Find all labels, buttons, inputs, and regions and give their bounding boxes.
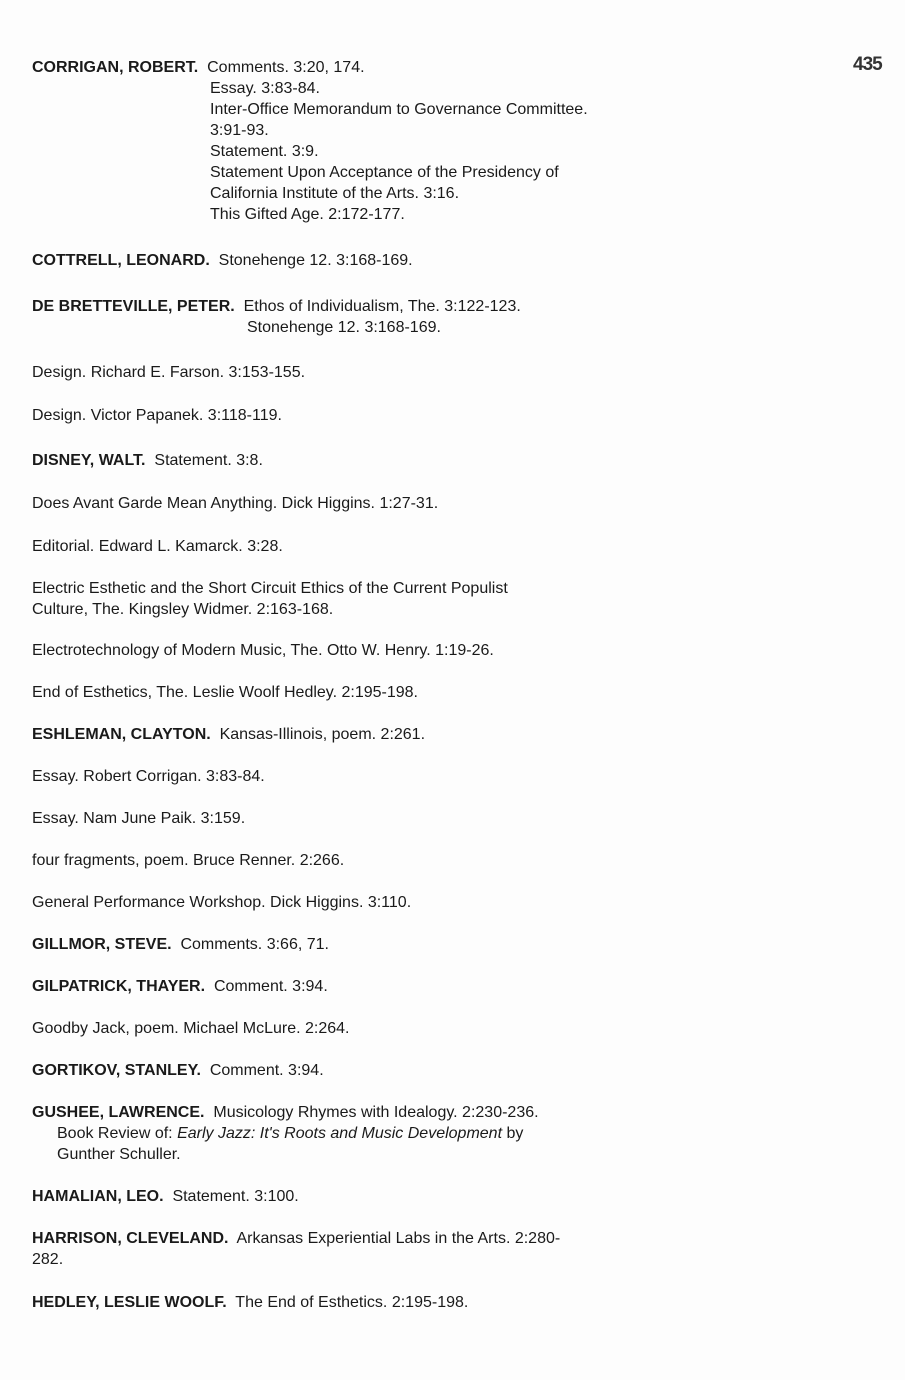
- author-name: GORTIKOV, STANLEY.: [32, 1062, 201, 1079]
- review-title: Early Jazz: It's Roots and Music Development: [177, 1125, 503, 1142]
- index-entry-eshleman: [32, 724, 642, 745]
- author-name: CORRIGAN, ROBERT.: [32, 59, 199, 76]
- index-entry-gortikov: [32, 1060, 642, 1081]
- entry-line: This Gifted Age. 2:172-177.: [210, 206, 405, 223]
- index-entry-corrigan: [32, 57, 642, 225]
- index-entry-hamalian: [32, 1186, 642, 1207]
- author-name: GILPATRICK, THAYER.: [32, 978, 206, 995]
- entry-line: Electric Esthetic and the Short Circuit Ethics of the Current Populist: [32, 580, 508, 597]
- entry-text: Kansas-Illinois, poem. 2:261.: [219, 726, 426, 743]
- index-entry-essay-corrigan: Essay. Robert Corrigan. 3:83-84.: [32, 768, 265, 785]
- index-entry-end-of-esthetics: End of Esthetics, The. Leslie Woolf Hedley. 2:195-198.: [32, 684, 418, 701]
- entry-line: Essay. 3:83-84.: [210, 80, 320, 97]
- index-entry-harrison: [32, 1228, 638, 1270]
- entry-line: Comments. 3:20, 174.: [207, 59, 365, 76]
- index-entry-electric-esthetic: [32, 578, 642, 620]
- index-entry-gushee: [32, 1102, 642, 1165]
- entry-text: Comments. 3:66, 71.: [180, 936, 329, 953]
- index-entry-design-papanek: Design. Victor Papanek. 3:118-119.: [32, 407, 282, 424]
- author-name: HARRISON, CLEVELAND.: [32, 1230, 229, 1247]
- review-suffix: by: [502, 1125, 524, 1142]
- entry-line: Inter-Office Memorandum to Governance Committee.: [210, 101, 588, 118]
- author-name: GUSHEE, LAWRENCE.: [32, 1104, 205, 1121]
- index-entry-disney: [32, 450, 642, 471]
- entry-line: California Institute of the Arts. 3:16.: [210, 185, 460, 202]
- entry-text: Stonehenge 12. 3:168-169.: [218, 252, 413, 269]
- entry-text: Comment. 3:94.: [209, 1062, 324, 1079]
- book-review-line: Gunther Schuller.: [57, 1146, 181, 1163]
- index-entry-four-fragments: four fragments, poem. Bruce Renner. 2:266.: [32, 852, 345, 869]
- index-entry-goodby-jack: Goodby Jack, poem. Michael McLure. 2:264.: [32, 1020, 350, 1037]
- author-name: COTTRELL, LEONARD.: [32, 252, 210, 269]
- book-review-line: [32, 1123, 642, 1144]
- author-name: DE BRETTEVILLE, PETER.: [32, 298, 235, 315]
- index-entry-hedley: [32, 1292, 642, 1313]
- review-prefix: Book Review of:: [57, 1125, 178, 1142]
- index-entry-gilpatrick: [32, 976, 642, 997]
- author-name: ESHLEMAN, CLAYTON.: [32, 726, 211, 743]
- entry-line: Stonehenge 12. 3:168-169.: [247, 319, 441, 336]
- entry-text: Statement. 3:100.: [172, 1188, 299, 1205]
- entry-line: 3:91-93.: [210, 122, 269, 139]
- index-entry-gillmor: [32, 934, 642, 955]
- entry-text: Musicology Rhymes with Idealogy. 2:230-236.: [213, 1104, 539, 1121]
- index-entry-essay-paik: Essay. Nam June Paik. 3:159.: [32, 810, 246, 827]
- entry-text: Arkansas Experiential Labs in the Arts. 2:280-: [236, 1230, 561, 1247]
- entry-line: Statement. 3:9.: [210, 143, 319, 160]
- entry-line: Culture, The. Kingsley Widmer. 2:163-168.: [32, 601, 334, 618]
- author-name: HEDLEY, LESLIE WOOLF.: [32, 1294, 227, 1311]
- index-entry-performance-workshop: General Performance Workshop. Dick Higgins. 3:110.: [32, 894, 412, 911]
- index-entry-debretteville: [32, 296, 642, 338]
- index-entry-cottrell: [32, 250, 642, 271]
- page-number: 435: [853, 54, 882, 75]
- entry-text: The End of Esthetics. 2:195-198.: [235, 1294, 469, 1311]
- index-entry-electrotechnology: Electrotechnology of Modern Music, The. Otto W. Henry. 1:19-26.: [32, 642, 494, 659]
- entry-text: Statement. 3:8.: [154, 452, 263, 469]
- entry-line: Ethos of Individualism, The. 3:122-123.: [243, 298, 521, 315]
- entry-line: 282.: [32, 1251, 64, 1268]
- author-name: HAMALIAN, LEO.: [32, 1188, 164, 1205]
- entry-line: Statement Upon Acceptance of the Presidency of: [210, 164, 559, 181]
- author-name: GILLMOR, STEVE.: [32, 936, 172, 953]
- entry-text: Comment. 3:94.: [213, 978, 328, 995]
- index-entry-avant-garde: Does Avant Garde Mean Anything. Dick Higgins. 1:27-31.: [32, 495, 439, 512]
- index-entry-design-farson: Design. Richard E. Farson. 3:153-155.: [32, 364, 306, 381]
- index-entry-editorial: Editorial. Edward L. Kamarck. 3:28.: [32, 538, 283, 555]
- author-name: DISNEY, WALT.: [32, 452, 146, 469]
